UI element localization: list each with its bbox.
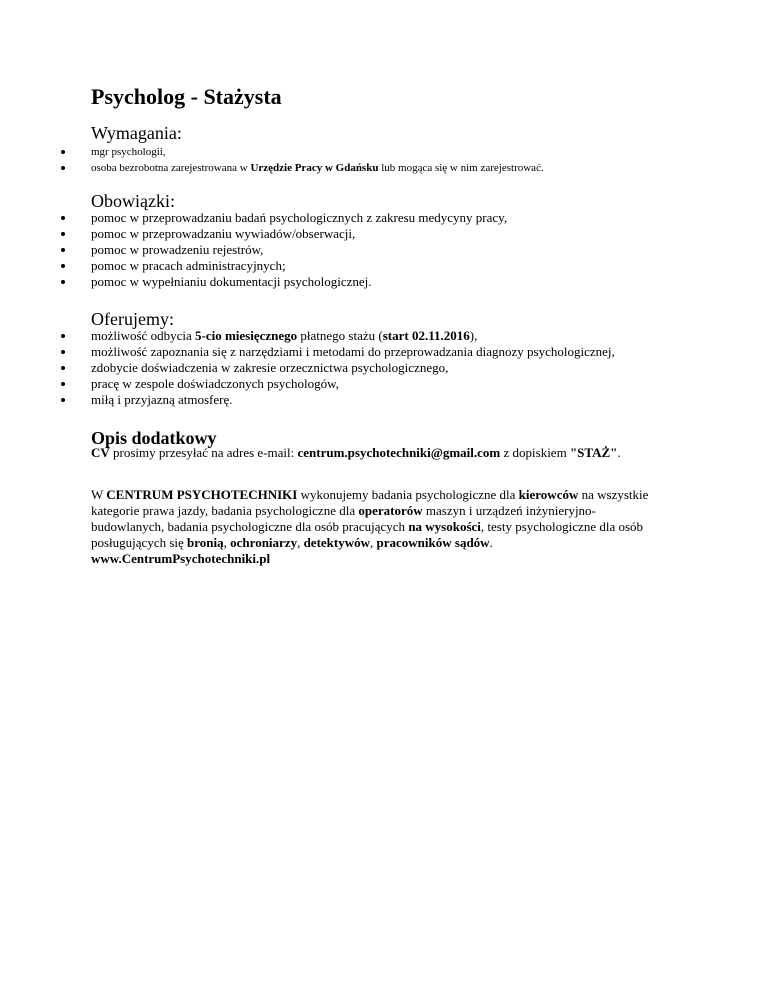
list-item: pomoc w przeprowadzaniu wywiadów/obserwacji, bbox=[0, 226, 507, 242]
bullet-icon bbox=[61, 248, 65, 252]
bullet-icon bbox=[61, 398, 65, 402]
bullet-icon bbox=[61, 166, 65, 170]
wymagania-list bbox=[0, 144, 544, 176]
section-heading-obowiazki: Obowiązki: bbox=[91, 191, 175, 211]
list-item: mgr psychologii, bbox=[0, 144, 544, 160]
list-item: miłą i przyjazną atmosferę. bbox=[0, 392, 615, 408]
list-item: pomoc w prowadzeniu rejestrów, bbox=[0, 242, 507, 258]
section-heading-opis: Opis dodatkowy bbox=[91, 428, 217, 448]
bullet-icon bbox=[61, 280, 65, 284]
list-item: pomoc w pracach administracyjnych; bbox=[0, 258, 507, 274]
bullet-icon bbox=[61, 334, 65, 338]
list-item: pracę w zespole doświadczonych psychologów, bbox=[0, 376, 615, 392]
bullet-icon bbox=[61, 264, 65, 268]
cv-instructions: CV prosimy przesyłać na adres e-mail: centrum.psychotechniki@gmail.com z dopiskiem "STAŻ". bbox=[91, 445, 621, 460]
obowiazki-list bbox=[0, 210, 507, 290]
section-heading-wymagania: Wymagania: bbox=[91, 123, 182, 143]
bullet-icon bbox=[61, 366, 65, 370]
bullet-icon bbox=[61, 216, 65, 220]
list-item: osoba bezrobotna zarejestrowana w Urzędzie Pracy w Gdańsku lub mogąca się w nim zarejestrować. bbox=[0, 160, 544, 176]
page-title: Psycholog - Stażysta bbox=[91, 84, 282, 109]
oferujemy-list bbox=[0, 328, 615, 408]
company-description: W CENTRUM PSYCHOTECHNIKI wykonujemy badania psychologiczne dla kierowców na wszystkie kategorie prawa jazdy, badania psychologiczne dla operatorów maszyn i urządzeń inżynieryjno- budowlanych, badania psychologiczne dla osób pracujących na wysokości, testy psychologiczne dla osób posługujących się bronią, ochroniarzy, detektywów, pracowników sądów. www.CentrumPsychotechniki.pl bbox=[91, 487, 649, 566]
section-heading-oferujemy: Oferujemy: bbox=[91, 309, 174, 329]
bullet-icon bbox=[61, 232, 65, 236]
bullet-icon bbox=[61, 382, 65, 386]
bullet-icon bbox=[61, 150, 65, 154]
list-item: zdobycie doświadczenia w zakresie orzecznictwa psychologicznego, bbox=[0, 360, 615, 376]
website-link: www.CentrumPsychotechniki.pl bbox=[91, 551, 271, 566]
list-item: możliwość zapoznania się z narzędziami i metodami do przeprowadzania diagnozy psychologicznej, bbox=[0, 344, 615, 360]
list-item: możliwość odbycia 5-cio miesięcznego płatnego stażu (start 02.11.2016), bbox=[0, 328, 615, 344]
list-item: pomoc w przeprowadzaniu badań psychologicznych z zakresu medycyny pracy, bbox=[0, 210, 507, 226]
bullet-icon bbox=[61, 350, 65, 354]
list-item: pomoc w wypełnianiu dokumentacji psychologicznej. bbox=[0, 274, 507, 290]
